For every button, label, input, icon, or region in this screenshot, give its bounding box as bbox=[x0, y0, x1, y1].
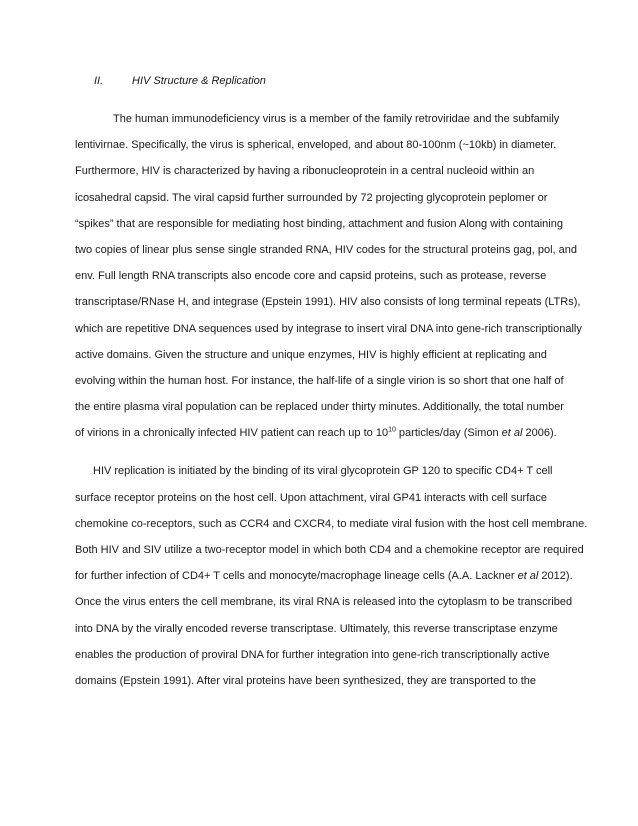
text-run: Once the virus enters the cell membrane, its viral RNA is released into the cytoplasm to be transcribed bbox=[75, 596, 573, 609]
text-line bbox=[75, 511, 588, 537]
text-line bbox=[75, 420, 575, 446]
text-run: domains (Epstein 1991). After viral proteins have been synthesized, they are transported to the bbox=[75, 674, 537, 687]
text-run: two copies of linear plus sense single stranded RNA, HIV codes for the structural proteins gag, pol, and bbox=[75, 243, 577, 256]
text-run: into DNA by the virally encoded reverse transcriptase. Ultimately, this reverse transcriptase enzyme bbox=[75, 622, 558, 635]
section-title: HIV Structure & Replication bbox=[132, 75, 266, 87]
text-run: HIV replication is initiated by the binding of its viral glycoprotein GP 120 to specific CD4+ T cell bbox=[93, 465, 553, 478]
text-run: surface receptor proteins on the host cell. Upon attachment, viral GP41 interacts with cell surface bbox=[75, 491, 548, 504]
text-run: evolving within the human host. For instance, the half-life of a single virion is so short that one half of bbox=[75, 374, 564, 387]
superscript: 10 bbox=[388, 426, 396, 434]
text-run: chemokine co-receptors, such as CCR4 and CXCR4, to mediate viral fusion with the host cell membrane. bbox=[75, 517, 588, 530]
text-line bbox=[75, 642, 575, 668]
text-line bbox=[75, 211, 575, 237]
text-run: Both HIV and SIV utilize a two-receptor model in which both CD4 and a chemokine receptor are required bbox=[75, 544, 584, 556]
text-run: icosahedral capsid. The viral capsid further surrounded by 72 projecting glycoprotein peplomer or bbox=[75, 191, 548, 204]
paragraph-gap bbox=[75, 446, 575, 458]
text-line bbox=[75, 106, 575, 132]
text-line bbox=[75, 316, 582, 342]
text-run: “spikes” that are responsible for mediating host binding, attachment and fusion Along with containing bbox=[75, 217, 563, 230]
text-line bbox=[75, 485, 575, 511]
text-line bbox=[75, 668, 575, 694]
text-line bbox=[75, 132, 575, 158]
text-line bbox=[75, 289, 581, 315]
text-run: 2006). bbox=[522, 427, 557, 440]
text-line bbox=[75, 237, 575, 263]
text-line bbox=[75, 537, 584, 563]
text-line bbox=[75, 394, 575, 420]
text-line bbox=[75, 263, 575, 289]
text-run: the entire plasma viral population can be replaced under thirty minutes. Additionally, the total number bbox=[75, 401, 564, 414]
text-run: env. Full length RNA transcripts also encode core and capsid proteins, such as protease, reverse bbox=[75, 270, 547, 283]
text-run: transcriptase/RNase H, and integrase (Epstein 1991). HIV also consists of long terminal repeats (LTRs), bbox=[75, 296, 581, 309]
text-run: particles/day (Simon bbox=[395, 427, 502, 440]
text-line bbox=[75, 616, 575, 642]
text-run: for further infection of CD4+ T cells and monocyte/macrophage lineage cells (A.A. Lackner bbox=[75, 570, 518, 583]
section-heading bbox=[94, 75, 266, 87]
text-line bbox=[75, 368, 575, 394]
paragraph bbox=[75, 458, 588, 694]
italic-text: et al bbox=[517, 570, 539, 583]
text-line bbox=[75, 563, 575, 589]
text-run: lentivirnae. Specifically, the virus is spherical, enveloped, and about 80-100nm (~10kb) in diameter. bbox=[75, 139, 557, 152]
text-run: active domains. Given the structure and unique enzymes, HIV is highly efficient at replicating and bbox=[75, 348, 547, 361]
text-line bbox=[75, 158, 575, 184]
italic-text: et al bbox=[501, 427, 523, 440]
text-line bbox=[75, 589, 575, 615]
text-line bbox=[75, 458, 575, 484]
text-run: Furthermore, HIV is characterized by having a ribonucleoprotein in a central nucleoid within an bbox=[75, 165, 535, 178]
text-run: which are repetitive DNA sequences used by integrase to insert viral DNA into gene-rich transcriptionally bbox=[75, 322, 582, 335]
text-line bbox=[75, 185, 575, 211]
body-text bbox=[75, 106, 588, 694]
text-run: The human immunodeficiency virus is a member of the family retroviridae and the subfamily bbox=[113, 113, 560, 125]
text-run: enables the production of proviral DNA for further integration into gene-rich transcriptionally active bbox=[75, 648, 550, 661]
section-number: II. bbox=[94, 75, 104, 87]
text-run: of virions in a chronically infected HIV patient can reach up to 10 bbox=[75, 427, 389, 440]
paragraph bbox=[75, 106, 582, 446]
text-line bbox=[75, 342, 575, 368]
text-run: 2012). bbox=[538, 570, 573, 583]
